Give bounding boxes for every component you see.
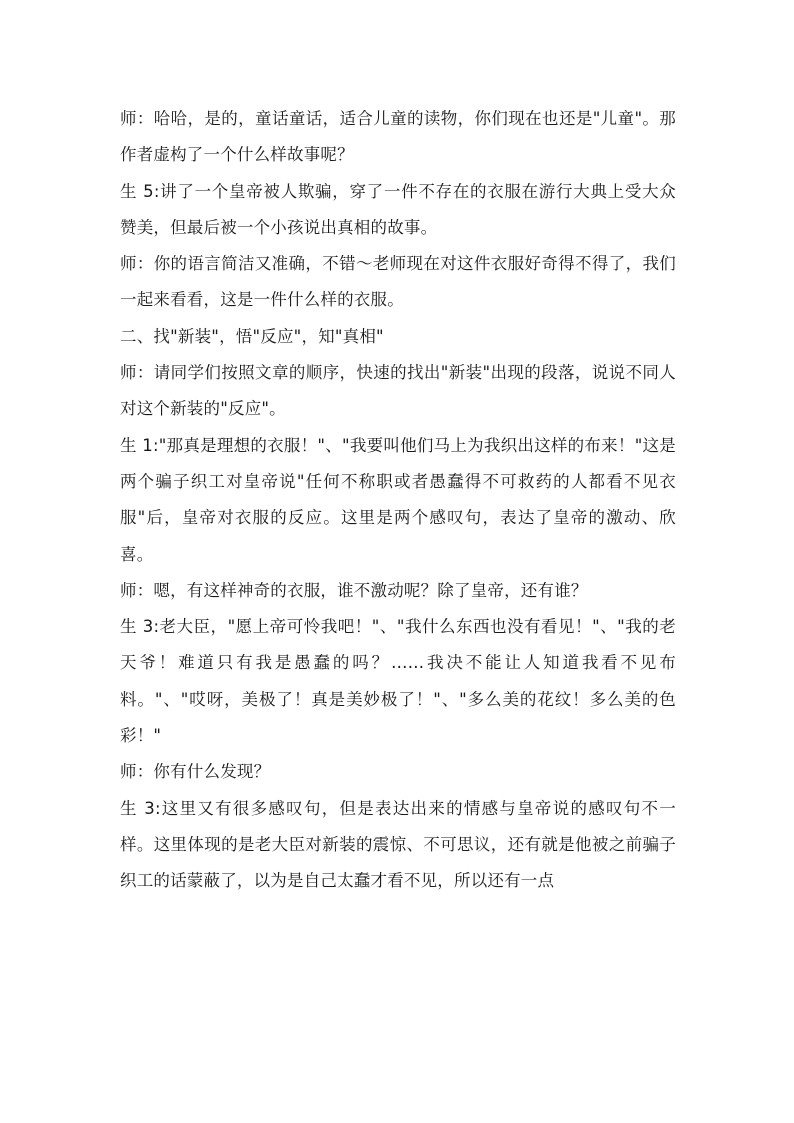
paragraph-teacher-5: 师：你有什么发现？: [120, 762, 271, 782]
paragraph-student-5: 生 5:讲了一个皇帝被人欺骗，穿了一件不存在的衣服在游行大典上受大众赞美，但最后被一个小孩说出真相的故事。: [120, 181, 676, 237]
paragraph-student-3-b: 生 3:这里又有很多感叹句，但是表达出来的情感与皇帝说的感叹句不一样。这里体现的是老大臣对新装的震惊、不可思议，还有就是他被之前骗子织工的话蒙蔽了，以为是自己太蠢才看不见，所以还有一点: [120, 798, 676, 891]
document-body: [120, 101, 676, 900]
paragraph-teacher-3: 师：请同学们按照文章的顺序，快速的找出"新装"出现的段落，说说不同人对这个新装的"反应"。: [120, 363, 676, 419]
paragraph-student-1: 生 1:"那真是理想的衣服！"、"我要叫他们马上为我织出这样的布来！"这是两个骗子织工对皇帝说"任何不称职或者愚蠢得不可救药的人都看不见衣服"后，皇帝对衣服的反应。这里是两个感叹句，表达了皇帝的激动、欣喜。: [120, 435, 676, 564]
paragraph-teacher-2: 师：你的语言简洁又准确，不错～老师现在对这件衣服好奇得不得了，我们一起来看看，这是一件什么样的衣服。: [120, 254, 676, 310]
paragraph-teacher-1: 师：哈哈，是的，童话童话，适合儿童的读物，你们现在也还是"儿童"。那作者虚构了一个什么样故事呢？: [120, 109, 676, 165]
paragraph-teacher-4: 师：嗯，有这样神奇的衣服，谁不激动呢？除了皇帝，还有谁？: [120, 580, 588, 600]
section-heading: 二、找"新装"，悟"反应"，知"真相": [120, 326, 384, 346]
paragraph-student-3-a: 生 3:老大臣，"愿上帝可怜我吧！"、"我什么东西也没有看见！"、"我的老天爷！难道只有我是愚蠢的吗？……我决不能让人知道我看不见布料。"、"哎呀，美极了！真是美妙极了！"、"多么美的花纹！多么美的色彩！": [120, 617, 676, 746]
